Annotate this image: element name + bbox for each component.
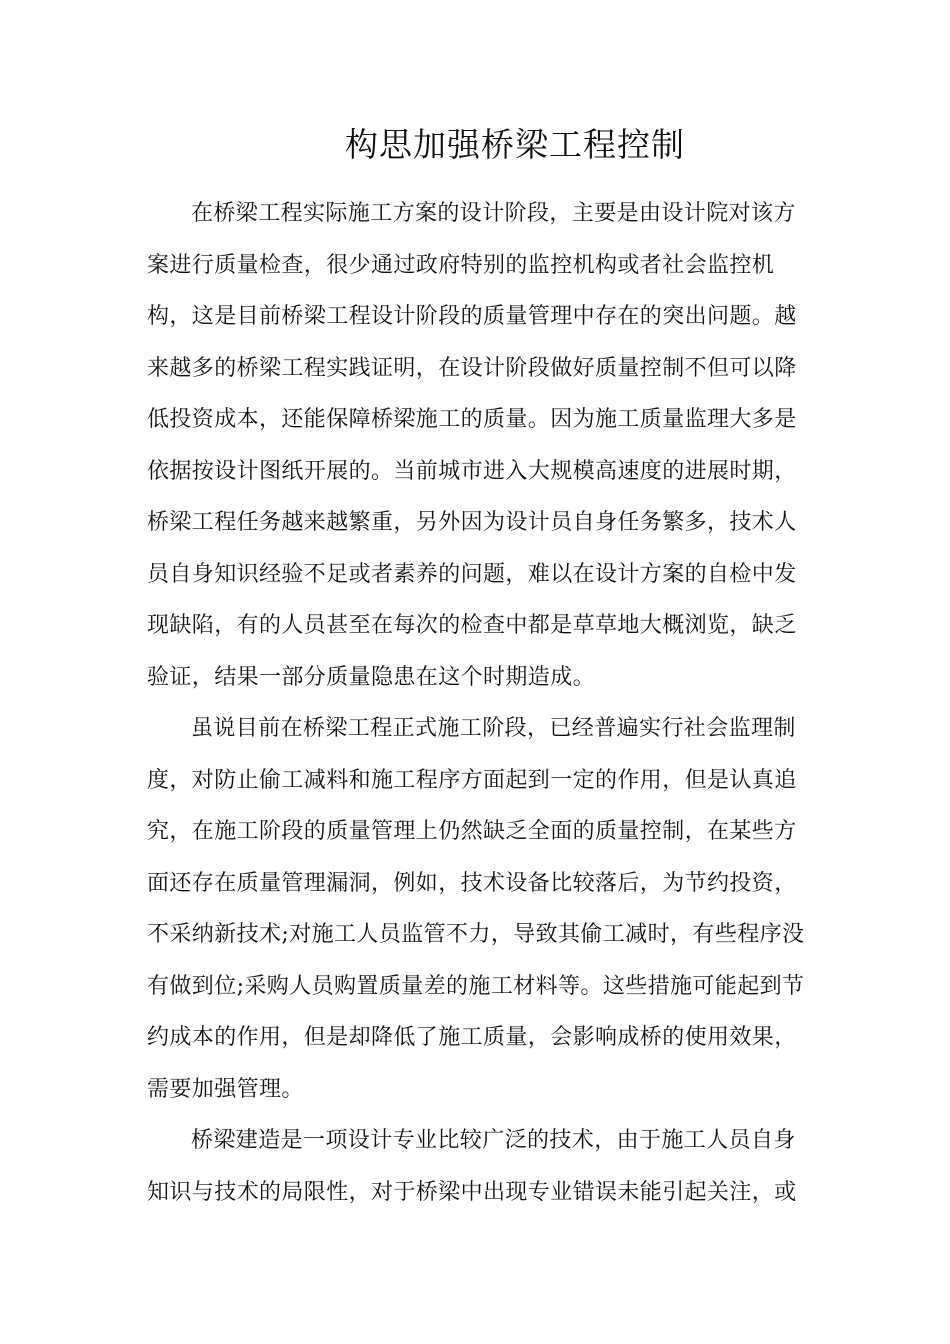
paragraph-1-line-4: 来越多的桥梁工程实践证明，在设计阶段做好质量控制不但可以降 [147, 356, 797, 381]
document-title: 构思加强桥梁工程控制 [345, 125, 685, 164]
paragraph-3-line-1: 桥梁建造是一项设计专业比较广泛的技术，由于施工人员自身 [191, 1128, 796, 1153]
paragraph-1-line-1: 在桥梁工程实际施工方案的设计阶段，主要是由设计院对该方 [191, 201, 796, 226]
paragraph-2-line-1: 虽说目前在桥梁工程正式施工阶段，已经普遍实行社会监理制 [191, 716, 796, 741]
paragraph-2-line-6: 有做到位;采购人员购置质量差的施工材料等。这些措施可能起到节 [147, 974, 805, 999]
paragraph-1-line-5: 低投资成本，还能保障桥梁施工的质量。因为施工质量监理大多是 [147, 407, 797, 432]
paragraph-1-line-3: 构，这是目前桥梁工程设计阶段的质量管理中存在的突出问题。越 [147, 304, 797, 329]
paragraph-2-line-3: 究，在施工阶段的质量管理上仍然缺乏全面的质量控制，在某些方 [147, 819, 797, 844]
paragraph-1-line-9: 现缺陷，有的人员甚至在每次的检查中都是草草地大概浏览，缺乏 [147, 613, 797, 638]
paragraph-2-line-8: 需要加强管理。 [147, 1077, 304, 1102]
paragraph-1-line-7: 桥梁工程任务越来越繁重，另外因为设计员自身任务繁多，技术人 [147, 510, 797, 535]
paragraph-1-line-6: 依据按设计图纸开展的。当前城市进入大规模高速度的进展时期， [147, 459, 797, 484]
paragraph-1-line-2: 案进行质量检查，很少通过政府特别的监控机构或者社会监控机 [147, 253, 775, 278]
paragraph-2-line-4: 面还存在质量管理漏洞，例如，技术设备比较落后，为节约投资， [147, 871, 797, 896]
paragraph-1-line-8: 员自身知识经验不足或者素养的问题，难以在设计方案的自检中发 [147, 562, 797, 587]
paragraph-2-line-7: 约成本的作用，但是却降低了施工质量，会影响成桥的使用效果， [147, 1025, 797, 1050]
paragraph-1-line-10: 验证，结果一部分质量隐患在这个时期造成。 [147, 665, 596, 690]
paragraph-2-line-2: 度，对防止偷工减料和施工程序方面起到一定的作用，但是认真追 [147, 768, 797, 793]
paragraph-3-line-2: 知识与技术的局限性，对于桥梁中出现专业错误未能引起关注，或 [147, 1180, 797, 1205]
paragraph-2-line-5: 不采纳新技术;对施工人员监管不力，导致其偷工减时，有些程序没 [147, 922, 805, 947]
